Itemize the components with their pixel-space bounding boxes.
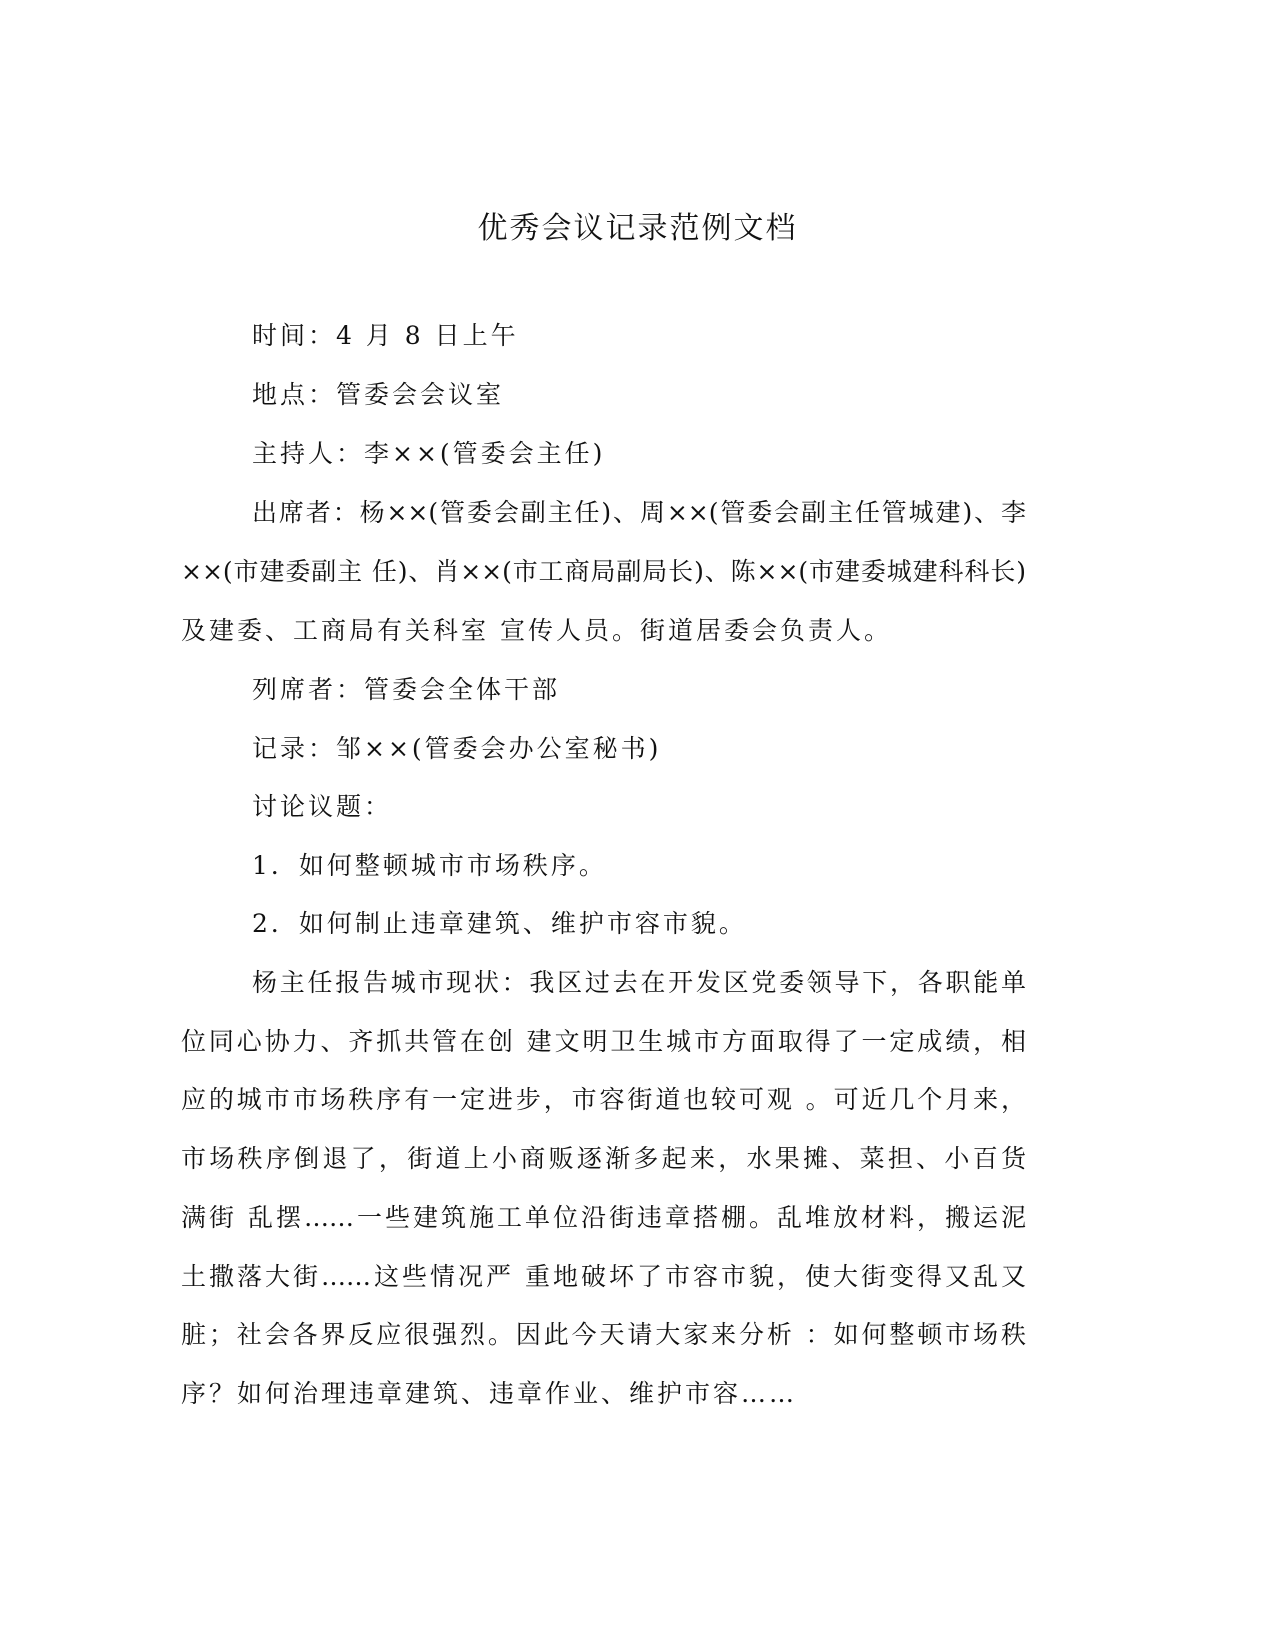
document-title: 优秀会议记录范例文档 [477, 211, 798, 246]
attendees-line: 及建委、工商局有关科室 宣传人员。街道居委会负责人。 [181, 616, 892, 645]
report-line: 满街 乱摆……一些建筑施工单位沿街违章搭棚。乱堆放材料，搬运泥 [181, 1203, 1026, 1232]
report-line: 脏；社会各界反应很强烈。因此今天请大家来分析 ：如何整顿市场秩 [181, 1320, 1026, 1349]
meeting-place: 地点：管委会会议室 [252, 380, 505, 409]
report-line: 应的城市市场秩序有一定进步，市容街道也较可观 。可近几个月来， [181, 1085, 1026, 1114]
meeting-time: 时间：4 月 8 日上午 [252, 321, 519, 350]
observers: 列席者：管委会全体干部 [252, 675, 561, 704]
topic-item: 2．如何制止违章建筑、维护市容市貌。 [252, 909, 747, 938]
report-line: 位同心协力、齐抓共管在创 建文明卫生城市方面取得了一定成绩，相 [181, 1027, 1026, 1056]
meeting-host: 主持人：李××(管委会主任) [252, 439, 606, 468]
report-line: 序？如何治理违章建筑、违章作业、维护市容…… [181, 1379, 798, 1408]
attendees-line: 出席者：杨××(管委会副主任)、周××(管委会副主任管城建)、李 [252, 498, 1026, 527]
topic-item: 1．如何整顿城市市场秩序。 [252, 851, 607, 880]
report-line: 土撒落大街……这些情况严 重地破坏了市容市貌，使大街变得又乱又 [181, 1262, 1026, 1291]
report-line: 杨主任报告城市现状：我区过去在开发区党委领导下，各职能单 [252, 968, 1026, 997]
topics-label: 讨论议题： [252, 792, 393, 821]
attendees-line: ××(市建委副主 任)、肖××(市工商局副局长)、陈××(市建委城建科科长) [181, 557, 1026, 586]
report-line: 市场秩序倒退了，街道上小商贩逐渐多起来，水果摊、菜担、小百货 [181, 1144, 1026, 1173]
recorder: 记录：邹××(管委会办公室秘书) [252, 734, 662, 763]
